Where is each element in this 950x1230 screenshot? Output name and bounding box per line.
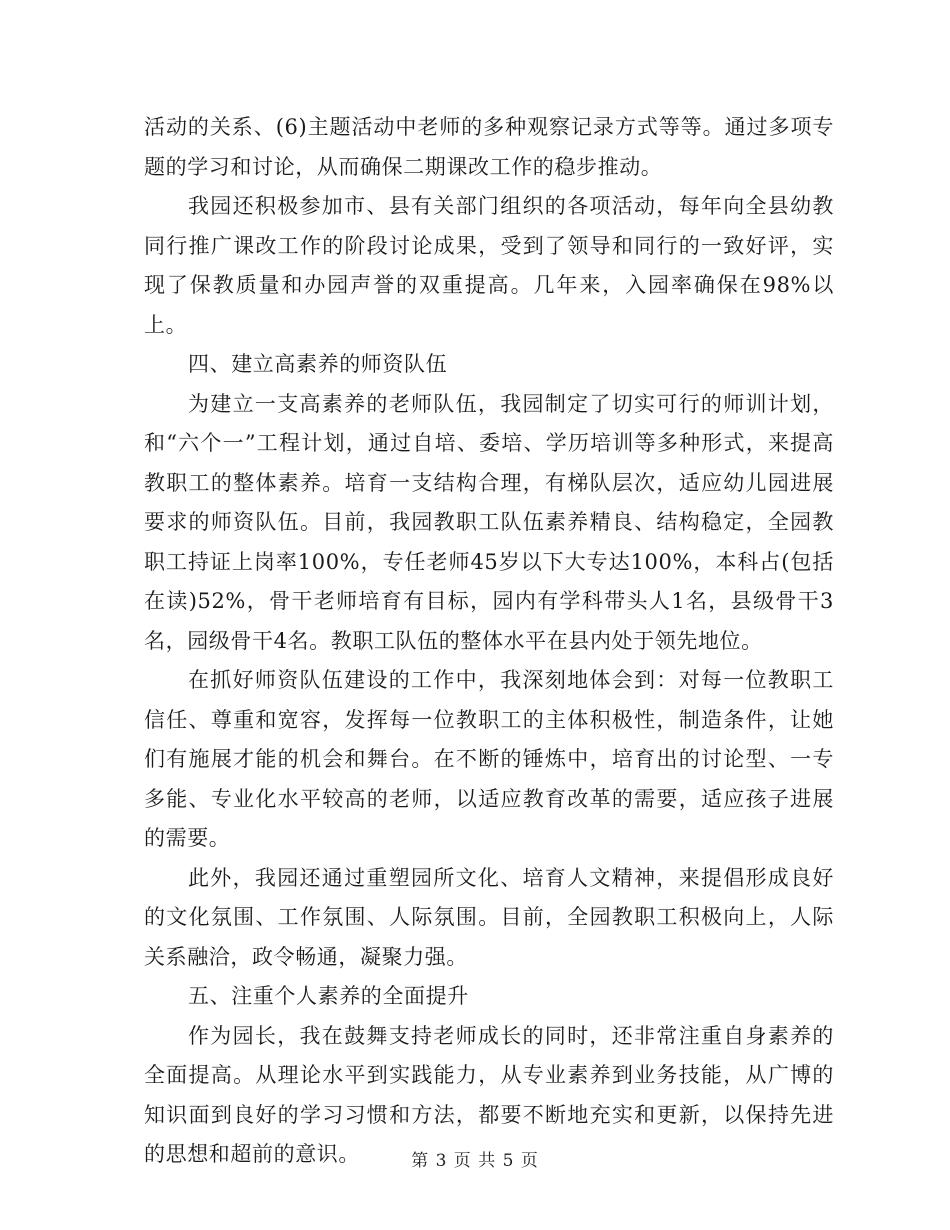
- paragraph-curriculum-promotion: 我园还积极参加市、县有关部门组织的各项活动，每年向全县幼教同行推广课改工作的阶段讨论成果，受到了领导和同行的一致好评，实现了保教质量和办园声誉的双重提高。几年来，入园率确保在98%以上。: [144, 194, 834, 337]
- document-body: [144, 108, 834, 1175]
- section-heading-personal-growth: 五、注重个人素养的全面提升: [188, 984, 469, 1008]
- paragraph-continued: 活动的关系、(6)主题活动中老师的多种观察记录方式等等。通过多项专题的学习和讨论，从而确保二期课改工作的稳步推动。: [144, 115, 834, 179]
- paragraph-culture: 此外，我园还通过重塑园所文化、培育人文精神，来提倡形成良好的文化氛围、工作氛围、人际氛围。目前，全园教职工积极向上，人际关系融洽，政令畅通，凝聚力强。: [144, 865, 834, 969]
- page-number-footer: 第 3 页 共 5 页: [411, 1151, 539, 1171]
- section-heading-teacher-team: 四、建立高素养的师资队伍: [188, 352, 448, 376]
- paragraph-principal-self-improvement: 作为园长，我在鼓舞支持老师成长的同时，还非常注重自身素养的全面提高。从理论水平到实践能力，从专业素养到业务技能，从广博的知识面到良好的学习习惯和方法，都要不断地充实和更新，以保持先进的思想和超前的意识。: [144, 1023, 834, 1166]
- paragraph-teacher-training: 为建立一支高素养的老师队伍，我园制定了切实可行的师训计划，和“六个一”工程计划，通过自培、委培、学历培训等多种形式，来提高教职工的整体素养。培育一支结构合理，有梯队层次，适应幼儿园进展要求的师资队伍。目前，我园教职工队伍素养精良、结构稳定，全园教职工持证上岗率100%，专任老师45岁以下大专达100%，本科占(包括在读)52%，骨干老师培育有目标，园内有学科带头人1名，县级骨干3名，园级骨干4名。教职工队伍的整体水平在县内处于领先地位。: [144, 391, 834, 653]
- paragraph-team-building: 在抓好师资队伍建设的工作中，我深刻地体会到：对每一位教职工信任、尊重和宽容，发挥每一位教职工的主体积极性，制造条件，让她们有施展才能的机会和舞台。在不断的锤炼中，培育出的讨论型、一专多能、专业化水平较高的老师，以适应教育改革的需要，适应孩子进展的需要。: [144, 668, 834, 850]
